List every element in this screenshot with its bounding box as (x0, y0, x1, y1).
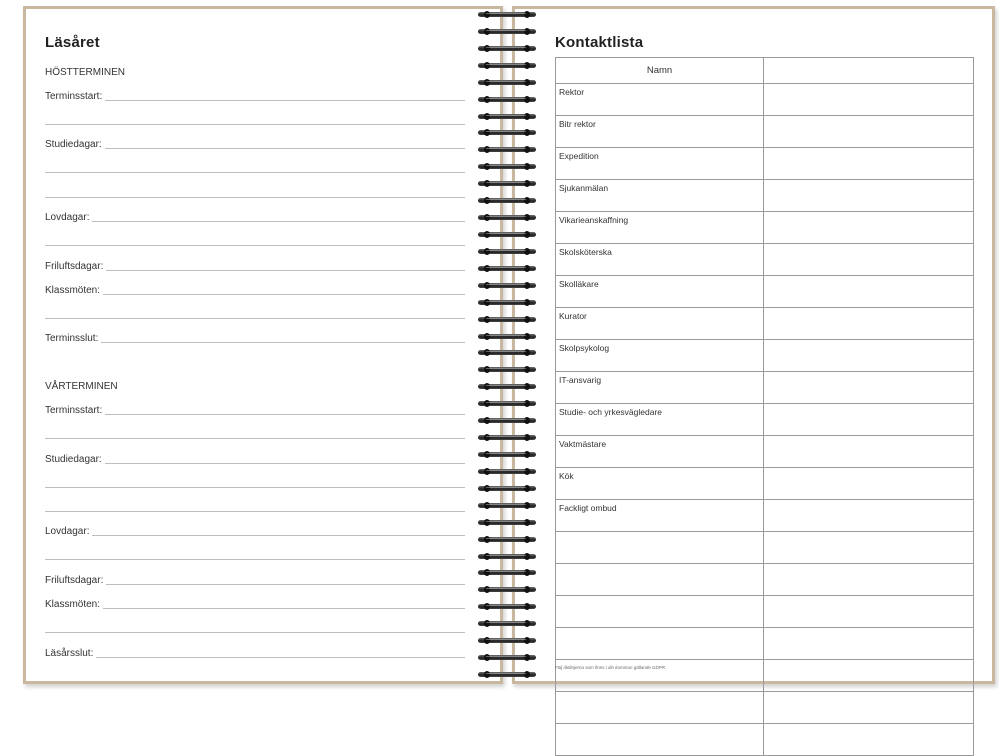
contact-value-cell[interactable] (764, 692, 974, 724)
table-row (556, 84, 974, 116)
contact-role-cell: Skolpsykolog (556, 340, 764, 372)
binding-ring (476, 128, 540, 137)
left-page (23, 6, 503, 684)
contact-role-cell: Skolläkare (556, 276, 764, 308)
table-row (556, 212, 974, 244)
write-line (45, 487, 465, 488)
binding-ring (476, 78, 540, 87)
contact-role-cell (556, 596, 764, 628)
write-line (103, 607, 465, 609)
binding-ring (476, 315, 540, 324)
write-line (96, 656, 465, 658)
write-line (105, 99, 465, 101)
write-line (92, 220, 465, 222)
binding-ring (476, 585, 540, 594)
gdpr-note: Följ riktlinjerna som finns i din kommun gällande GDPR. (555, 665, 667, 670)
write-line (45, 559, 465, 560)
spiral-binding (476, 6, 540, 686)
binding-ring (476, 213, 540, 222)
write-line (105, 147, 465, 149)
write-line (101, 341, 465, 343)
autumn-class-meetings-field[interactable] (45, 283, 465, 297)
contact-role-cell: Rektor (556, 84, 764, 116)
binding-ring (476, 145, 540, 154)
binding-ring (476, 602, 540, 611)
binding-ring (476, 179, 540, 188)
contact-value-cell[interactable] (764, 564, 974, 596)
contact-role-cell: Vikarieanskaffning (556, 212, 764, 244)
page-title: Kontaktlista (555, 34, 644, 51)
table-row (556, 180, 974, 212)
binding-ring (476, 619, 540, 628)
binding-ring (476, 552, 540, 561)
spring-holidays-field[interactable] (45, 524, 465, 538)
contact-value-cell[interactable] (764, 180, 974, 212)
binding-ring (476, 399, 540, 408)
autumn-outdoor-days-field[interactable] (45, 259, 465, 273)
page-title: Läsåret (45, 34, 100, 51)
contact-value-cell[interactable] (764, 500, 974, 532)
table-row (556, 532, 974, 564)
contact-value-cell[interactable] (764, 468, 974, 500)
autumn-term-heading: HÖSTTERMINEN (45, 67, 125, 78)
write-line (103, 293, 465, 295)
contact-value-cell[interactable] (764, 116, 974, 148)
contact-role-cell: Sjukanmälan (556, 180, 764, 212)
table-row (556, 564, 974, 596)
write-line (45, 245, 465, 246)
field-label: Terminsstart: (45, 91, 103, 102)
field-label: Studiedagar: (45, 454, 102, 465)
binding-ring (476, 450, 540, 459)
binding-ring (476, 484, 540, 493)
field-label: Lovdagar: (45, 526, 90, 537)
contact-role-cell: Kök (556, 468, 764, 500)
write-line (45, 438, 465, 439)
contact-role-cell: Vaktmästare (556, 436, 764, 468)
table-row (556, 628, 974, 660)
name-column-header: Namn (556, 58, 764, 84)
contact-role-cell (556, 532, 764, 564)
field-label: Terminsslut: (45, 333, 99, 344)
contact-role-cell: Expedition (556, 148, 764, 180)
binding-ring (476, 501, 540, 510)
contact-value-cell[interactable] (764, 84, 974, 116)
write-line (106, 583, 465, 585)
binding-ring (476, 348, 540, 357)
table-row (556, 148, 974, 180)
spring-year-end-field[interactable] (45, 646, 465, 660)
spring-class-meetings-field[interactable] (45, 597, 465, 611)
table-row (556, 724, 974, 756)
contact-role-cell (556, 564, 764, 596)
contact-table (555, 57, 974, 756)
table-header-row (556, 58, 974, 84)
field-label: Terminsstart: (45, 405, 103, 416)
binding-ring (476, 44, 540, 53)
field-label: Studiedagar: (45, 139, 102, 150)
binding-ring (476, 670, 540, 679)
spring-term-start-field[interactable] (45, 403, 465, 417)
contact-value-cell[interactable] (764, 724, 974, 756)
binding-ring (476, 365, 540, 374)
binding-ring (476, 61, 540, 70)
contact-role-cell: Studie- och yrkesvägledare (556, 404, 764, 436)
field-label: Lovdagar: (45, 212, 90, 223)
field-label: Klassmöten: (45, 599, 101, 610)
contact-role-cell: IT-ansvarig (556, 372, 764, 404)
binding-ring (476, 433, 540, 442)
binding-ring (476, 10, 540, 19)
spring-study-days-field[interactable] (45, 452, 465, 466)
field-label: Friluftsdagar: (45, 575, 104, 586)
binding-ring (476, 247, 540, 256)
write-line (92, 534, 465, 536)
write-line (105, 413, 465, 415)
binding-ring (476, 196, 540, 205)
field-label: Klassmöten: (45, 285, 101, 296)
spring-outdoor-days-field[interactable] (45, 573, 465, 587)
binding-ring (476, 332, 540, 341)
table-row (556, 116, 974, 148)
contact-role-cell (556, 628, 764, 660)
field-label: Läsårsslut: (45, 648, 94, 659)
contact-value-cell[interactable] (764, 660, 974, 692)
write-line (45, 172, 465, 173)
contact-value-cell[interactable] (764, 372, 974, 404)
binding-ring (476, 27, 540, 36)
write-line (105, 462, 465, 464)
table-row (556, 436, 974, 468)
binding-ring (476, 162, 540, 171)
table-row (556, 372, 974, 404)
table-row (556, 340, 974, 372)
binding-ring (476, 518, 540, 527)
contact-role-cell: Fackligt ombud (556, 500, 764, 532)
table-row (556, 308, 974, 340)
binding-ring (476, 95, 540, 104)
autumn-holidays-field[interactable] (45, 210, 465, 224)
write-line (45, 511, 465, 512)
contact-role-cell (556, 692, 764, 724)
contact-value-cell[interactable] (764, 596, 974, 628)
binding-ring (476, 264, 540, 273)
contact-value-cell[interactable] (764, 276, 974, 308)
binding-ring (476, 382, 540, 391)
contact-value-cell[interactable] (764, 148, 974, 180)
binding-ring (476, 230, 540, 239)
table-row (556, 596, 974, 628)
right-page (512, 6, 995, 684)
write-line (45, 632, 465, 633)
binding-ring (476, 636, 540, 645)
write-line (45, 124, 465, 125)
contact-value-cell[interactable] (764, 340, 974, 372)
binding-ring (476, 298, 540, 307)
binding-ring (476, 281, 540, 290)
contact-value-cell[interactable] (764, 212, 974, 244)
contact-value-cell[interactable] (764, 532, 974, 564)
write-line (106, 269, 465, 271)
contact-value-cell[interactable] (764, 628, 974, 660)
contact-value-cell[interactable] (764, 308, 974, 340)
contact-value-cell[interactable] (764, 436, 974, 468)
autumn-term-start-field[interactable] (45, 89, 465, 103)
autumn-term-end-field[interactable] (45, 331, 465, 345)
contact-value-cell[interactable] (764, 244, 974, 276)
write-line (45, 318, 465, 319)
binding-ring (476, 653, 540, 662)
table-row (556, 500, 974, 532)
binding-ring (476, 535, 540, 544)
table-row (556, 468, 974, 500)
spring-term-heading: VÅRTERMINEN (45, 381, 118, 392)
table-row (556, 244, 974, 276)
table-row (556, 404, 974, 436)
binding-ring (476, 568, 540, 577)
contact-column-header (764, 58, 974, 84)
binding-ring (476, 416, 540, 425)
contact-value-cell[interactable] (764, 404, 974, 436)
contact-role-cell: Skolsköterska (556, 244, 764, 276)
write-line (45, 197, 465, 198)
autumn-study-days-field[interactable] (45, 137, 465, 151)
contact-role-cell: Bitr rektor (556, 116, 764, 148)
binding-ring (476, 112, 540, 121)
table-row (556, 276, 974, 308)
table-row (556, 692, 974, 724)
contact-role-cell: Kurator (556, 308, 764, 340)
contact-role-cell (556, 724, 764, 756)
field-label: Friluftsdagar: (45, 261, 104, 272)
binding-ring (476, 467, 540, 476)
